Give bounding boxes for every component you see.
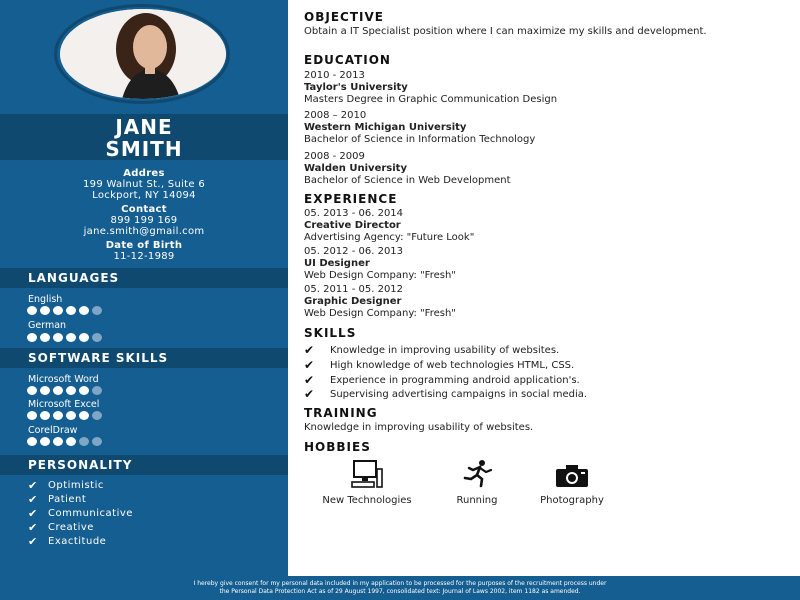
address-label: Addres [123,168,165,179]
rating-dot-filled [27,333,37,342]
skill-item [304,373,580,387]
rating-dot-empty [92,306,102,315]
hobby-label: Running [456,495,498,506]
rating-dot-filled [66,306,76,315]
personality-label: Creative [48,522,94,533]
languages-title: LANGUAGES [28,271,120,285]
personality-item [28,521,94,534]
software-title: SOFTWARE SKILLS [28,351,169,365]
rating-dot-filled [53,306,63,315]
education-school: Walden University [304,163,407,174]
education-degree: Bachelor of Science in Web Development [304,175,511,186]
skill-rating [27,386,102,396]
experience-role: Graphic Designer [304,296,402,307]
rating-dot-empty [92,437,102,446]
rating-dot-filled [27,411,37,420]
education-school: Western Michigan University [304,122,467,133]
rating-dot-filled [79,386,89,395]
contact-label: Contact [121,204,167,215]
rating-dot-empty [79,437,89,446]
rating-dot-filled [27,386,37,395]
experience-company: Web Design Company: "Fresh" [304,270,456,281]
language-label: English [28,294,63,305]
software-label: Microsoft Excel [28,399,100,410]
computer-icon [350,459,384,489]
experience-role: UI Designer [304,258,370,269]
check-icon: ✔ [304,358,315,372]
rating-dot-filled [66,411,76,420]
rating-dot-filled [40,306,50,315]
hobbies-title: HOBBIES [304,440,371,454]
skill-item [304,343,559,357]
rating-dot-filled [66,333,76,342]
skills-title: SKILLS [304,326,357,340]
consent-footer [0,576,800,600]
education-years: 2008 – 2010 [304,110,367,121]
hobby-label: Photography [540,495,604,506]
check-icon: ✔ [28,493,38,506]
rating-dot-filled [40,386,50,395]
personality-label: Patient [48,494,87,505]
skill-rating [27,411,102,421]
experience-dates: 05. 2013 - 06. 2014 [304,208,404,219]
experience-role: Creative Director [304,220,401,231]
education-title: EDUCATION [304,53,391,67]
personality-label: Optimistic [48,480,104,491]
rating-dot-filled [53,386,63,395]
personality-item [28,493,86,506]
check-icon: ✔ [304,373,315,387]
check-icon: ✔ [28,479,38,492]
experience-dates: 05. 2012 - 06. 2013 [304,246,404,257]
rating-dot-filled [53,437,63,446]
software-label: CorelDraw [28,425,78,436]
education-degree: Masters Degree in Graphic Communication Design [304,94,558,105]
address-line-1: 199 Walnut St., Suite 6 [83,179,205,190]
experience-dates: 05. 2011 - 05. 2012 [304,284,404,295]
language-label: German [28,320,67,331]
training-text: Knowledge in improving usability of websites. [304,422,534,433]
hobby-label: New Technologies [322,495,412,506]
rating-dot-filled [53,333,63,342]
profile-photo [60,9,226,99]
check-icon: ✔ [28,507,38,520]
skill-rating [27,306,102,316]
first-name: JANE [115,115,173,139]
sidebar [0,0,288,576]
rating-dot-filled [53,411,63,420]
skill-label: High knowledge of web technologies HTML, CSS. [330,359,575,371]
rating-dot-filled [79,411,89,420]
dob-label: Date of Birth [105,240,183,251]
rating-dot-filled [79,333,89,342]
software-label: Microsoft Word [28,374,99,385]
consent-line-1: I hereby give consent for my personal data included in my application to be processed for the purposes of the recruitment process under [193,580,607,587]
rating-dot-filled [66,437,76,446]
check-icon: ✔ [28,521,38,534]
date-of-birth: 11-12-1989 [113,251,175,262]
education-years: 2010 - 2013 [304,70,365,81]
experience-company: Web Design Company: "Fresh" [304,308,456,319]
skill-label: Supervising advertising campaigns in social media. [330,388,588,400]
education-degree: Bachelor of Science in Information Technology [304,134,536,145]
skill-label: Knowledge in improving usability of websites. [330,344,560,356]
personality-label: Communicative [48,508,133,519]
check-icon: ✔ [28,535,38,548]
rating-dot-filled [40,437,50,446]
rating-dot-empty [92,386,102,395]
rating-dot-filled [27,437,37,446]
rating-dot-filled [40,411,50,420]
camera-icon [554,463,590,489]
rating-dot-filled [66,386,76,395]
check-icon: ✔ [304,387,315,401]
experience-title: EXPERIENCE [304,192,398,206]
training-title: TRAINING [304,406,378,420]
hobby-item [507,455,637,506]
personality-label: Exactitude [48,536,107,547]
skill-label: Experience in programming android application's. [330,374,580,386]
personality-item [28,479,104,492]
skill-rating [27,437,102,447]
consent-line-2: the Personal Data Protection Act as of 29 August 1997, consolidated text: Journal of Laws 2002, item 1182 as amended. [219,588,581,595]
rating-dot-empty [92,411,102,420]
education-years: 2008 - 2009 [304,151,365,162]
address-line-2: Lockport, NY 14094 [92,190,196,201]
rating-dot-filled [79,306,89,315]
personality-item [28,535,106,548]
runner-icon [460,459,494,489]
skill-item [304,387,587,401]
skill-rating [27,333,102,343]
phone-number: 899 199 169 [110,215,178,226]
check-icon: ✔ [304,343,315,357]
objective-title: OBJECTIVE [304,10,384,24]
email-address: jane.smith@gmail.com [83,226,205,237]
personality-item [28,507,133,520]
skill-item [304,358,574,372]
rating-dot-filled [27,306,37,315]
personality-title: PERSONALITY [28,458,133,472]
objective-text: Obtain a IT Specialist position where I can maximize my skills and development. [304,26,707,37]
education-school: Taylor's University [304,82,408,93]
rating-dot-empty [92,333,102,342]
rating-dot-filled [40,333,50,342]
last-name: SMITH [105,137,183,161]
experience-company: Advertising Agency: "Future Look" [304,232,475,243]
